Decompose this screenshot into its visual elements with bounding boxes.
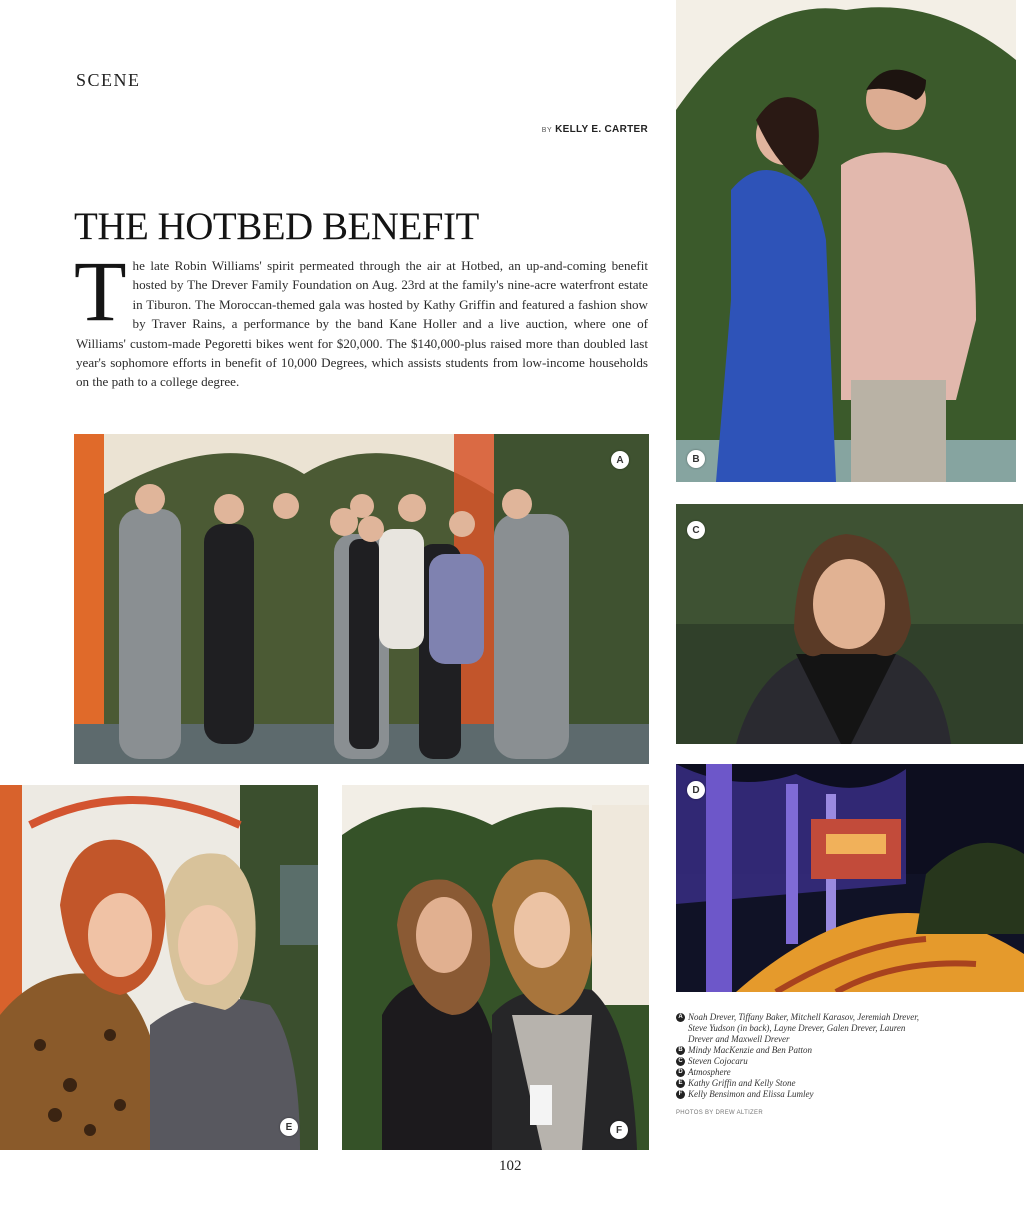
photo-group-illustration: [74, 434, 649, 764]
caption-marker: A: [676, 1013, 685, 1022]
caption-text: Atmosphere: [688, 1067, 731, 1077]
photo-badge: B: [687, 450, 705, 468]
caption-text: Kelly Bensimon and Elissa Lumley: [688, 1089, 814, 1099]
caption-text: Kathy Griffin and Kelly Stone: [688, 1078, 796, 1088]
caption-row: [676, 1056, 926, 1067]
caption-marker: F: [676, 1090, 685, 1099]
article-body-text: he late Robin Williams' spirit permeated through the air at Hotbed, an up-and-coming benefit hosted by The Drever Family Foundation on Aug. 23rd at the family's nine-acre waterfront estate in Tiburon. The Moroccan-themed gala was hosted by Kathy Griffin and featured a fashion show by Traver Rains, a performance by the band Kane Holler and a live auction, where one of Williams' custom-made Pegoretti bikes went for $20,000. The $140,000-plus raised more than doubled last year's sophomore efforts in benefit of 10,000 Degrees, which assists students from low-income households on the path to a college degree.: [76, 258, 648, 390]
photo-captions: [676, 1012, 926, 1100]
photo-credit: PHOTOS BY DREW ALTIZER: [676, 1110, 763, 1116]
caption-row: [676, 1078, 926, 1089]
caption-marker: E: [676, 1079, 685, 1088]
drop-cap: T: [74, 243, 127, 339]
photo-group: [74, 434, 649, 764]
photo-couple: [676, 0, 1016, 482]
caption-row: [676, 1012, 926, 1045]
photo-duo-f: [342, 785, 649, 1150]
photo-badge: A: [611, 451, 629, 469]
byline-prefix: BY: [541, 127, 553, 134]
caption-row: [676, 1089, 926, 1100]
photo-duo-f-illustration: [342, 785, 649, 1150]
photo-atmosphere-illustration: [676, 764, 1024, 992]
byline: [542, 124, 648, 135]
section-label: SCENE: [76, 70, 141, 90]
author-name: KELLY E. CARTER: [555, 124, 648, 135]
caption-marker: C: [676, 1057, 685, 1066]
photo-couple-illustration: [676, 0, 1016, 482]
page-number: 102: [499, 1158, 522, 1174]
photo-badge: E: [280, 1118, 298, 1136]
photo-duo-e: [0, 785, 318, 1150]
caption-text: Steven Cojocaru: [688, 1056, 748, 1066]
photo-atmosphere: [676, 764, 1024, 992]
article-body: [74, 243, 648, 392]
photo-portrait-illustration: [676, 504, 1023, 744]
caption-text: Noah Drever, Tiffany Baker, Mitchell Karasov, Jeremiah Drever, Steve Yudson (in back), Layne Drever, Galen Drever, Lauren Drever and Maxwell Drever: [688, 1012, 920, 1044]
caption-text: Mindy MacKenzie and Ben Patton: [688, 1045, 812, 1055]
photo-badge: D: [687, 781, 705, 799]
caption-row: [676, 1045, 926, 1056]
article-headline: THE HOTBED BENEFIT: [74, 205, 479, 248]
photo-portrait: [676, 504, 1023, 744]
caption-marker: B: [676, 1046, 685, 1055]
photo-badge: F: [610, 1121, 628, 1139]
caption-marker: D: [676, 1068, 685, 1077]
caption-row: [676, 1067, 926, 1078]
photo-duo-e-illustration: [0, 785, 318, 1150]
photo-badge: C: [687, 521, 705, 539]
